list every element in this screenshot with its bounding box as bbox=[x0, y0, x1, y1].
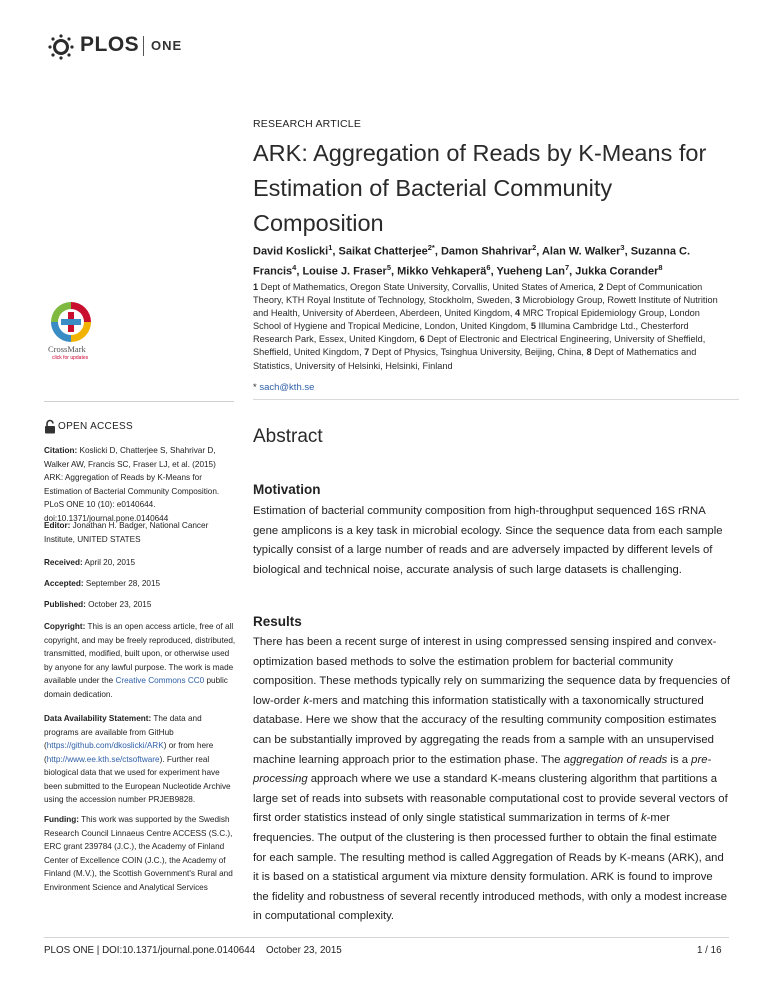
author-affiliation-number: 1 bbox=[328, 243, 333, 252]
author-affiliation-number: 3 bbox=[620, 243, 625, 252]
affiliation-text: Dept of Physics, Tsinghua University, Beijing, China, bbox=[369, 347, 587, 358]
author-affiliation-number: 4 bbox=[292, 262, 297, 272]
data-availability-text: The data and programs are available from GitHub ( bbox=[44, 714, 202, 750]
emphasis-text: k bbox=[303, 694, 309, 707]
accepted-block bbox=[44, 577, 236, 591]
author-affiliation-number: 2 bbox=[532, 243, 537, 252]
logo-divider bbox=[143, 36, 144, 56]
author-name: Louise J. Fraser bbox=[302, 265, 387, 278]
crossmark-sublabel: click for updates bbox=[52, 355, 89, 361]
page-number: 1 / 16 bbox=[697, 945, 722, 956]
accepted-label: Accepted: bbox=[44, 579, 84, 588]
author-affiliation-number: 2* bbox=[427, 243, 435, 252]
emphasis-text: k bbox=[641, 812, 647, 825]
data-availability-block bbox=[44, 712, 236, 807]
funding-block bbox=[44, 813, 236, 894]
affiliations bbox=[253, 281, 723, 373]
plos-logo-icon bbox=[46, 33, 76, 61]
published-date: October 23, 2015 bbox=[88, 600, 152, 609]
affiliation-number: 2 bbox=[598, 282, 604, 292]
results-text-segment: There has been a recent surge of interest in using compressed sensing inspired and convex-optimization based methods to solve the estimation problem for bacterial community composition. These methods typically rely on summarizing the sequence data by frequencies of low-order bbox=[253, 636, 731, 707]
received-label: Received: bbox=[44, 558, 83, 567]
affiliation-number: 5 bbox=[530, 321, 536, 332]
author-name: Jukka Corander bbox=[575, 265, 659, 278]
citation-block bbox=[44, 444, 236, 525]
affiliation-number: 3 bbox=[514, 295, 521, 306]
copyright-label: Copyright: bbox=[44, 622, 86, 631]
author-name: Saikat Chatterjee bbox=[338, 245, 428, 258]
author-name: Damon Shahrivar bbox=[440, 245, 533, 258]
affiliation-text: Dept of Communication Theory, KTH Royal Institute of Technology, Stockholm, Sweden, bbox=[253, 282, 703, 306]
results-text-segment: approach where we use a standard K-means clustering algorithm that partitions a large set of reads into subsets with reasonable computational cost to provide several vectors of first order statistics instead of only single statistical summarization in terms of bbox=[253, 773, 728, 825]
editor-text: Jonathan H. Badger, National Cancer Institute, UNITED STATES bbox=[44, 521, 209, 544]
data-availability-label: Data Availability Statement: bbox=[44, 714, 152, 723]
sidebar-divider bbox=[44, 401, 234, 402]
author-affiliation-number: 7 bbox=[564, 262, 570, 272]
funding-label: Funding: bbox=[44, 815, 80, 824]
copyright-text-end: public domain dedication. bbox=[44, 676, 228, 699]
affiliation-text: Dept of Mathematics, Oregon State University, Corvallis, United States of America, bbox=[258, 282, 599, 292]
author-name: Mikko Vehkaperä bbox=[397, 265, 487, 278]
correspondence bbox=[253, 382, 314, 393]
kth-software-link[interactable]: http://www.ee.kth.se/ctsoftware bbox=[46, 754, 160, 764]
emphasis-text: pre-processing bbox=[253, 753, 712, 786]
author-name: Alan W. Walker bbox=[541, 245, 621, 258]
github-link[interactable]: https://github.com/dkoslicki/ARK bbox=[46, 741, 164, 750]
published-block bbox=[44, 598, 236, 612]
motivation-text: Estimation of bacterial community composition from high-throughput sequenced 16S rRNA gene amplicons is a key task in microbial ecology. Since the sequence data from each sample typically consist of a large number of reads and are adversely impacted by different levels of biological and technical noise, accurate analysis of such large datasets is challenging. bbox=[253, 505, 723, 576]
article-type: RESEARCH ARTICLE bbox=[253, 118, 362, 130]
data-availability-text-end: ). Further real biological data that we used for experiment have been submitted to the European Nucleotide Archive using the accession number PRJEB9828. bbox=[44, 754, 231, 804]
author-affiliation-number: 8 bbox=[658, 262, 663, 272]
author-affiliation-number: 6 bbox=[486, 262, 491, 272]
copyright-text: This is an open access article, free of all copyright, and may be freely reproduced, distributed, transmitted, modified, built upon, or otherwise used by anyone for any lawful purpose. The work is made available under the bbox=[44, 622, 236, 685]
abstract-heading: Abstract bbox=[253, 426, 323, 447]
cc0-link[interactable]: Creative Commons CC0 bbox=[115, 676, 205, 685]
affiliation-text: Microbiology Group, Rowett Institute of Nutrition and Health, University of Aberdeen, Aberdeen, United Kingdom, bbox=[253, 295, 718, 319]
published-label: Published: bbox=[44, 600, 86, 609]
crossmark-icon bbox=[49, 300, 93, 344]
author-name: David Koslicki bbox=[253, 245, 329, 258]
results-text-segment: -mer frequencies. The output of the clustering is then processed further to obtain the final estimate for each sample. The resulting method is called Aggregation of Reads by K-means (ARK), and it is based on a statistical argument via mixture density formulation. ARK is found to improve the fidelity and robustness of several recently introduced methods, with only a modest increase in computational complexity. bbox=[253, 812, 728, 923]
received-block bbox=[44, 556, 236, 570]
correspondence-marker: * bbox=[253, 382, 257, 393]
received-date: April 20, 2015 bbox=[84, 558, 136, 567]
article-title: ARK: Aggregation of Reads by K-Means for Estimation of Bacterial Community Composition bbox=[253, 140, 707, 236]
affiliation-number: 8 bbox=[586, 347, 592, 358]
results-text bbox=[253, 633, 731, 927]
results-text-segment: -mers and matching this information statistically with a taxonomically structured database. Here we show that the accuracy of the resulting community composition estimates can be substantially improved by aggregating the reads from a sample with an unsupervised machine learning approach prior to the estimation phase. The bbox=[253, 694, 717, 766]
plos-one-logo[interactable] bbox=[46, 33, 206, 61]
affiliation-number: 4 bbox=[515, 308, 521, 319]
affiliation-text: Dept of Mathematics and Statistics, University of Helsinki, Helsinki, Finland bbox=[253, 347, 697, 371]
open-access-label: OPEN ACCESS bbox=[58, 421, 133, 432]
results-text-segment: is a bbox=[667, 753, 692, 766]
footer-divider bbox=[44, 937, 729, 938]
author-affiliation-number: 5 bbox=[386, 262, 391, 272]
author-name: Yueheng Lan bbox=[496, 265, 565, 278]
open-lock-icon bbox=[44, 419, 56, 434]
affiliation-number: 6 bbox=[419, 334, 425, 345]
affiliation-text: MRC Tropical Epidemiology Group, London School of Hygiene and Tropical Medicine, London, United Kingdom, bbox=[253, 308, 700, 332]
data-availability-text-mid: ) or from here ( bbox=[44, 741, 214, 764]
crossmark-badge[interactable] bbox=[43, 300, 105, 364]
footer-citation: PLOS ONE | DOI:10.1371/journal.pone.0140644 October 23, 2015 bbox=[44, 945, 342, 956]
citation-label: Citation: bbox=[44, 446, 78, 455]
divider bbox=[253, 399, 739, 400]
affiliation-number: 1 bbox=[253, 282, 259, 292]
emphasis-text: aggregation of reads bbox=[563, 753, 668, 766]
editor-label: Editor: bbox=[44, 521, 71, 530]
crossmark-label: CrossMark bbox=[48, 344, 86, 354]
correspondence-email-link[interactable]: sach@kth.se bbox=[259, 382, 315, 393]
results-heading: Results bbox=[253, 614, 302, 629]
author-name: Suzanna C. Francis bbox=[253, 245, 691, 278]
citation-text: Koslicki D, Chatterjee S, Shahrivar D, Walker AW, Francis SC, Fraser LJ, et al. (2015) ARK: Aggregation of Reads by K-Means for Estimation of Bacterial Community Composition. PLoS ONE 10 (10): e0140644. doi:10.1371/journal.pone.0140644 bbox=[44, 446, 220, 523]
copyright-block bbox=[44, 620, 236, 701]
accepted-date: September 28, 2015 bbox=[85, 579, 161, 588]
logo-journal-name: ONE bbox=[151, 38, 183, 53]
affiliation-text: Illumina Cambridge Ltd., Chesterford Research Park, Essex, United Kingdom, bbox=[253, 321, 689, 345]
funding-text: This work was supported by the Swedish Research Council Linnaeus Centre ACCESS (S.C.), ERC grant 239784 (J.C.), the Academy of Finland Center of Excellence COIN (J.C.), the Academy of Finland (M.V.), the Scottish Government's Rural and Environment Science and Analytical Services bbox=[44, 815, 233, 892]
editor-block bbox=[44, 519, 236, 546]
author-list: David Koslicki$^1$, Saikat Chatterjee$^{2*}$, Damon Shahrivar$^2$, Alan W. Walker$^3$, Suzanna C. Francis$^4$, Louise J. Fraser$^5$, Mikko Vehkaperä$^6$, Yueheng Lan$^7$, Jukka Corander$^8$ bbox=[253, 243, 691, 278]
affiliation-number: 7 bbox=[364, 347, 370, 358]
affiliation-text: Dept of Electronic and Electrical Engineering, University of Sheffield, Sheffield, United Kingdom, bbox=[253, 334, 706, 358]
motivation-heading: Motivation bbox=[253, 482, 321, 497]
logo-wordmark: PLOS bbox=[80, 33, 140, 56]
